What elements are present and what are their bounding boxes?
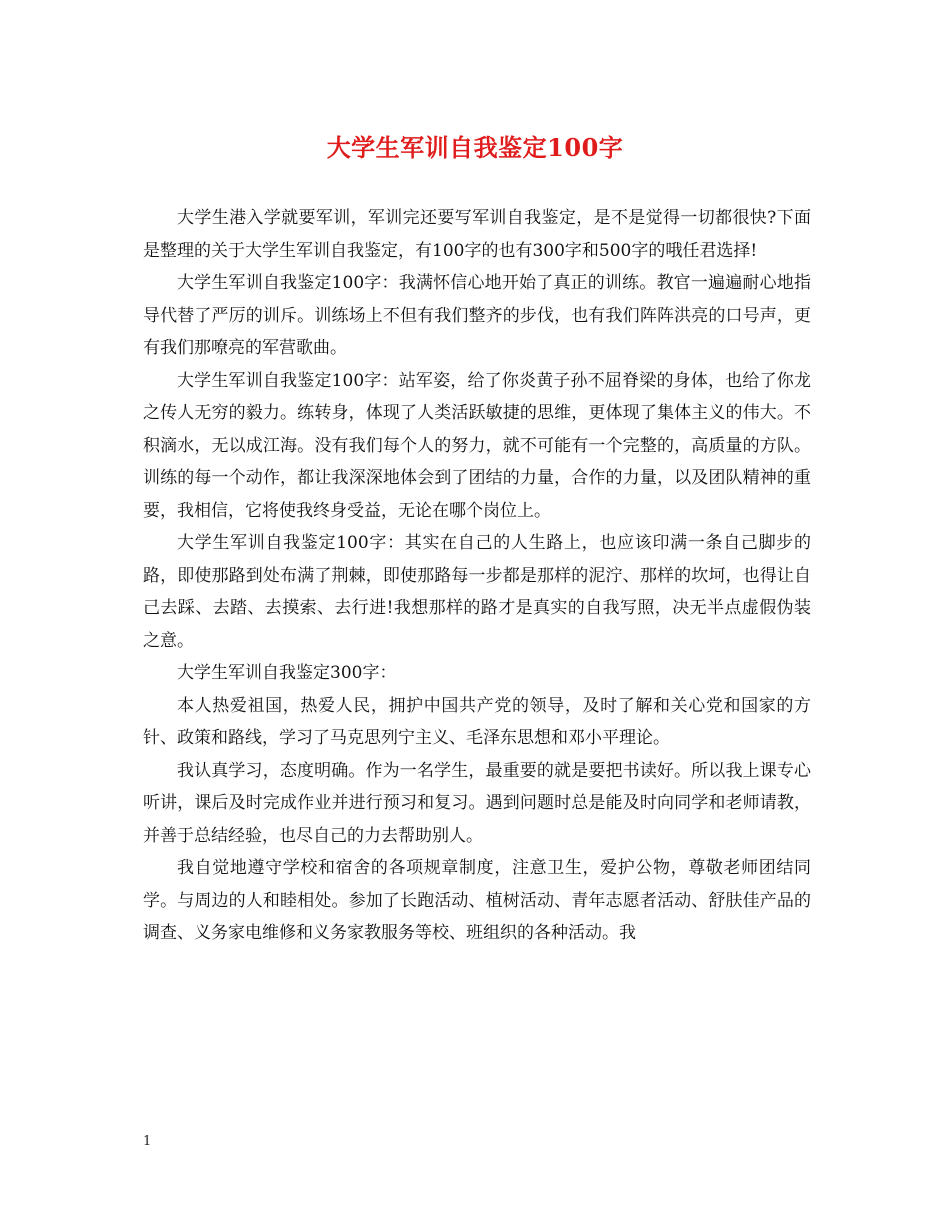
paragraph-300-words-1: 本人热爱祖国，热爱人民，拥护中国共产党的领导，及时了解和关心党和国家的方针、政策和路线，学习了马克思列宁主义、毛泽东思想和邓小平理论。 bbox=[143, 695, 811, 748]
paragraph-100-words-3: 大学生军训自我鉴定100字：其实在自己的人生路上，也应该印满一条自己脚步的路，即使那路到处布满了荆棘，即使那路每一步都是那样的泥泞、那样的坎坷，也得让自己去踩、去踏、去摸索、去行进!我想那样的路才是真实的自我写照，决无半点虚假伪装之意。 bbox=[143, 533, 811, 651]
paragraph-300-words-3: 我自觉地遵守学校和宿舍的各项规章制度，注意卫生，爱护公物，尊敬老师团结同学。与周边的人和睦相处。参加了长跑活动、植树活动、青年志愿者活动、舒肤佳产品的调查、义务家电维修和义务家教服务等校、班组织的各种活动。我 bbox=[143, 858, 811, 943]
paragraph-100-words-1: 大学生军训自我鉴定100字：我满怀信心地开始了真正的训练。教官一遍遍耐心地指导代替了严厉的训斥。训练场上不但有我们整齐的步伐，也有我们阵阵洪亮的口号声，更有我们那嘹亮的军营歌曲。 bbox=[143, 273, 811, 358]
paragraph-300-words-2: 我认真学习，态度明确。作为一名学生，最重要的就是要把书读好。所以我上课专心听讲，课后及时完成作业并进行预习和复习。遇到问题时总是能及时向同学和老师请教，并善于总结经验，也尽自己的力去帮助别人。 bbox=[143, 760, 811, 846]
section-heading-300-words: 大学生军训自我鉴定300字： bbox=[177, 663, 397, 683]
document-title: 大学生军训自我鉴定100字 bbox=[326, 133, 624, 162]
paragraph-intro: 大学生港入学就要军训，军训完还要写军训自我鉴定，是不是觉得一切都很快?下面是整理的关于大学生军训自我鉴定，有100字的也有300字和500字的哦任君选择! bbox=[143, 208, 811, 261]
page-number: 1 bbox=[143, 1134, 152, 1149]
document-body bbox=[143, 202, 811, 950]
paragraph-100-words-2: 大学生军训自我鉴定100字：站军姿，给了你炎黄子孙不屈脊梁的身体，也给了你龙之传人无穷的毅力。练转身，体现了人类活跃敏捷的思维，更体现了集体主义的伟大。不积滴水，无以成江海。没有我们每个人的努力，就不可能有一个完整的，高质量的方队。训练的每一个动作，都让我深深地体会到了团结的力量，合作的力量，以及团队精神的重要，我相信，它将使我终身受益，无论在哪个岗位上。 bbox=[143, 370, 811, 521]
